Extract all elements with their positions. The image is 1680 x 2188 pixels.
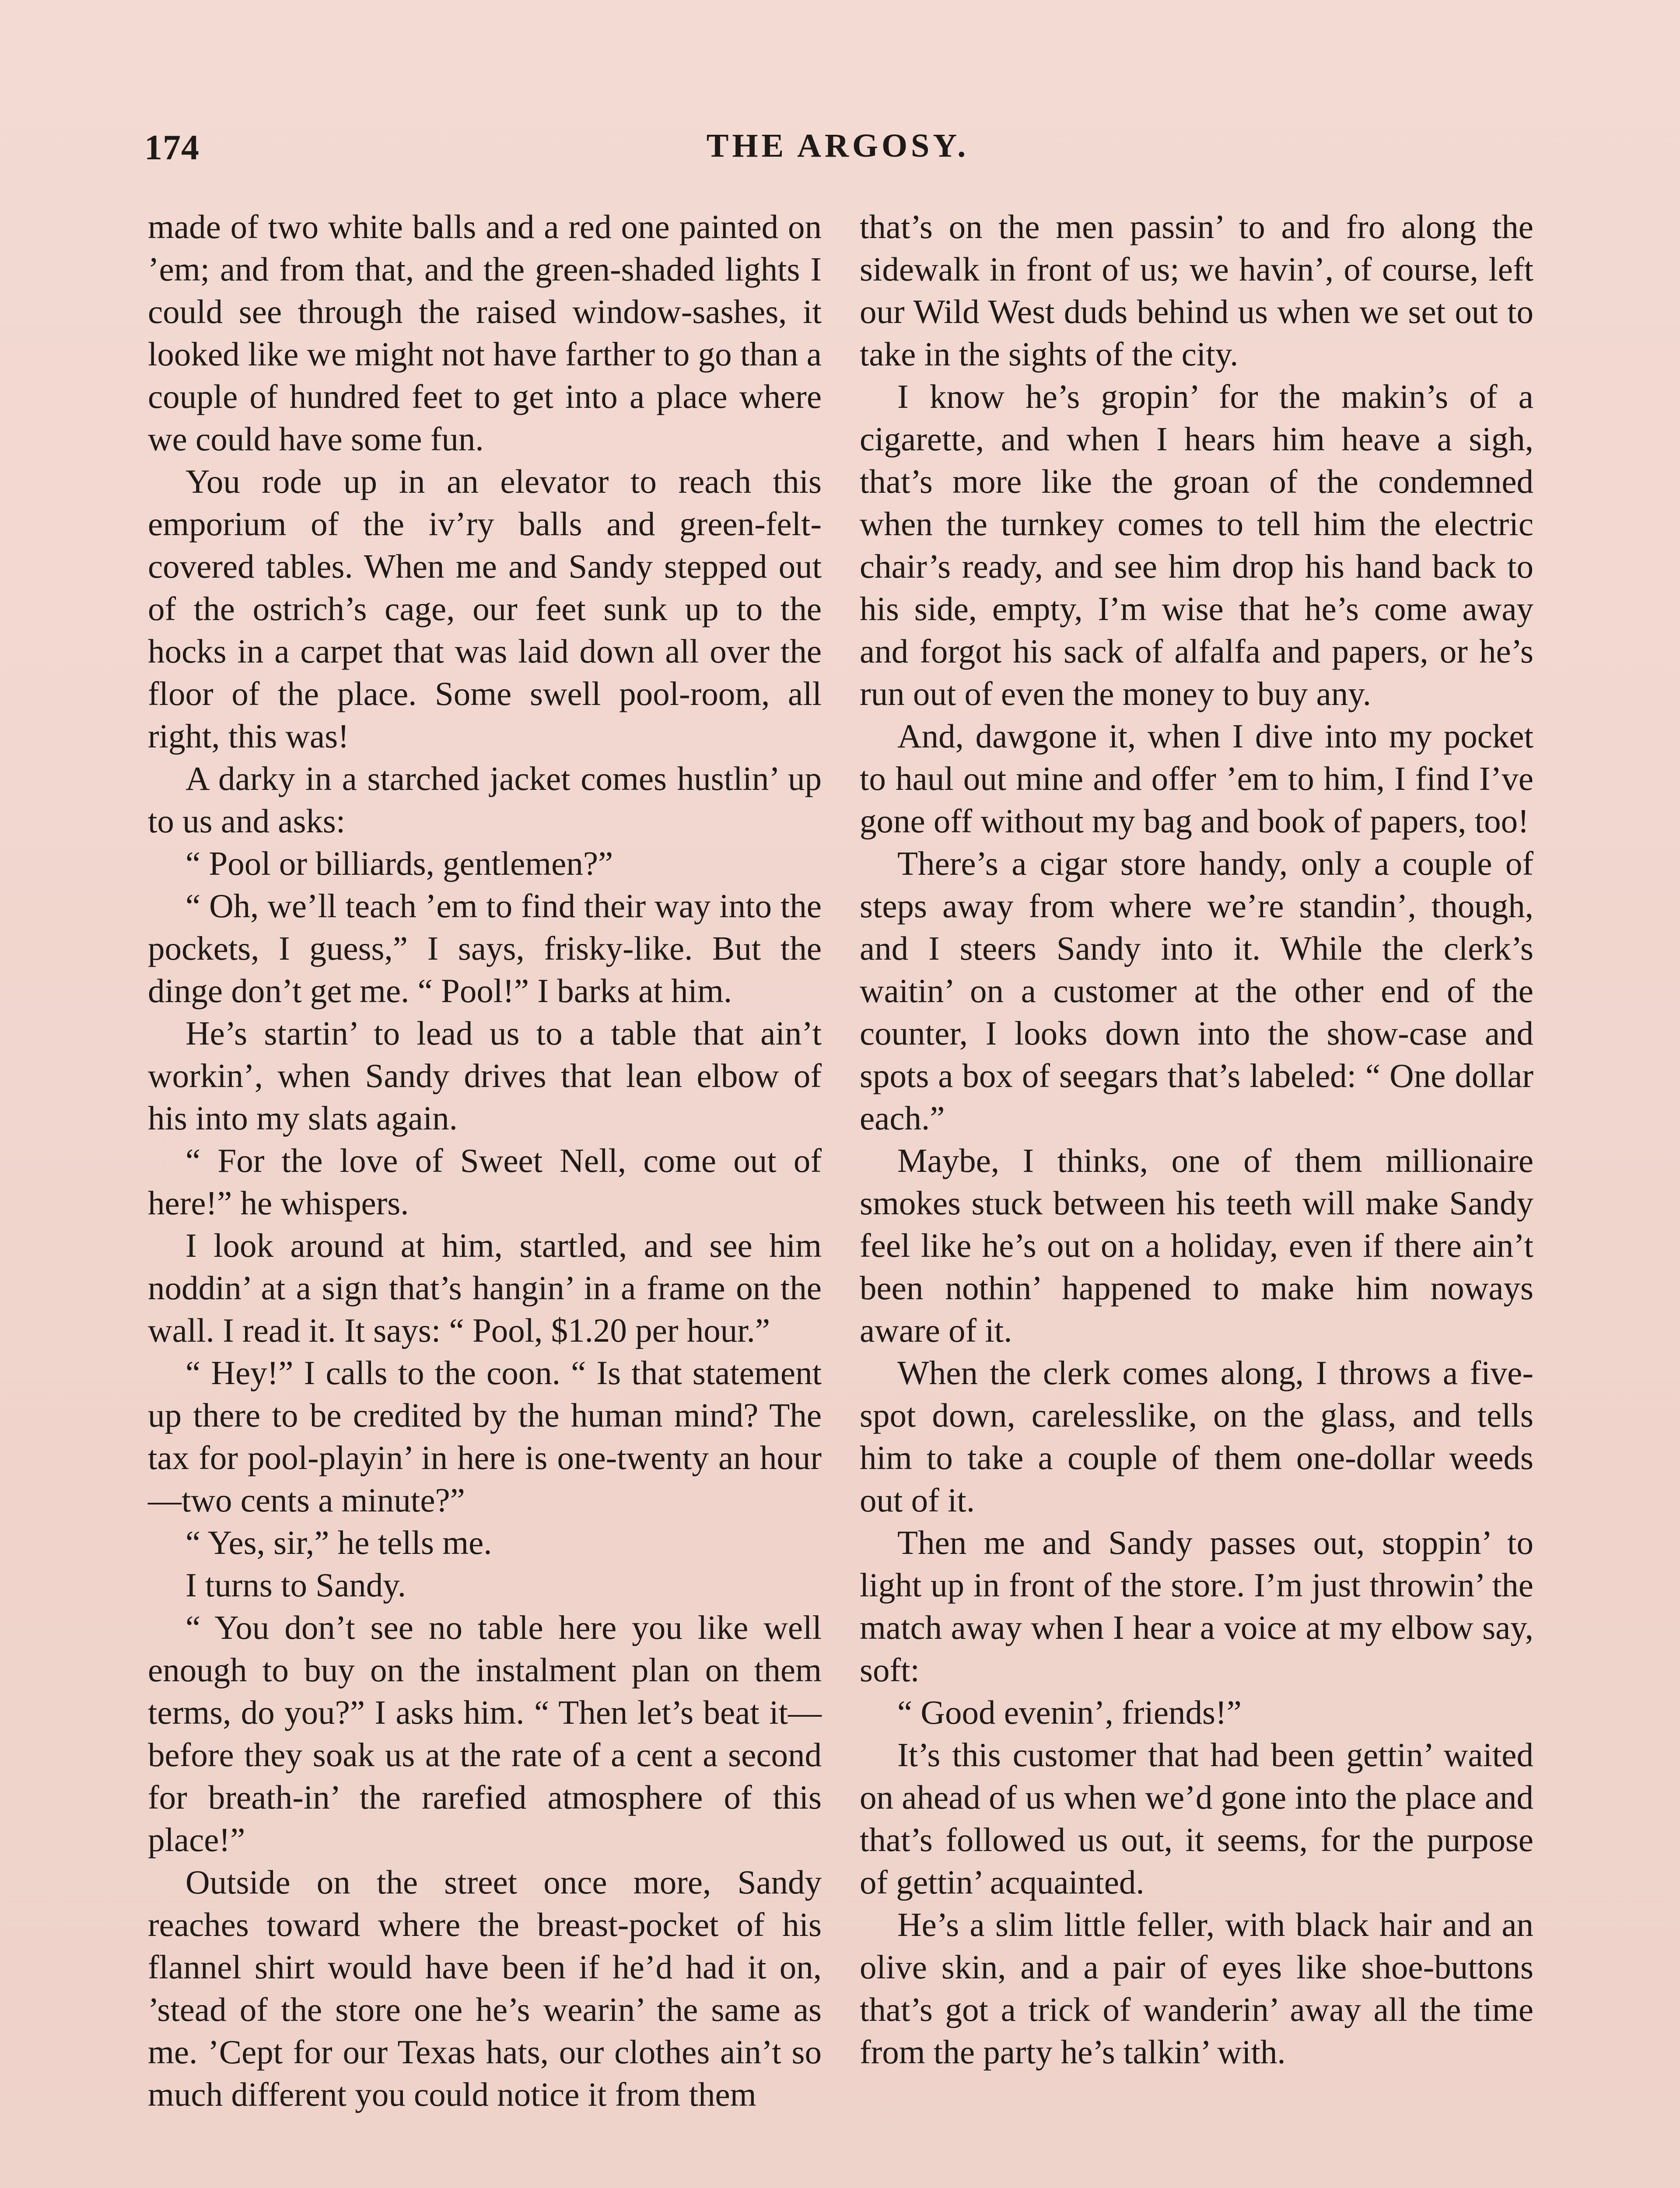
right-column bbox=[860, 206, 1533, 2073]
paragraph: Outside on the street once more, Sandy reaches toward where the breast-pocket of his flannel shirt would have been if he’d had it on, ’stead of the store one he’s wearin’ the same as me. ’Cept for our Texas hats, our clothes ain’t so much different you could notice it from them bbox=[148, 1863, 822, 2113]
paragraph: Then me and Sandy passes out, stoppin’ to light up in front of the store. I’m just throwin’ the match away when I hear a voice at my elbow say, soft: bbox=[860, 1524, 1533, 1689]
paragraph: “ Good evenin’, friends!” bbox=[897, 1694, 1242, 1731]
paragraph: I look around at him, startled, and see him noddin’ at a sign that’s hangin’ in a frame on the wall. I read it. It says: “ Pool, $1.20 per hour.” bbox=[148, 1227, 822, 1349]
paragraph: “ You don’t see no table here you like well enough to buy on the instalment plan on them terms, do you?” I asks him. “ Then let’s beat it—before they soak us at the rate of a cent a second for breath-in’ the rarefied atmosphere of this place!” bbox=[148, 1609, 822, 1858]
paragraph: “ Yes, sir,” he tells me. bbox=[186, 1524, 492, 1561]
paragraph: You rode up in an elevator to reach this emporium of the iv’ry balls and green-felt-covered tables. When me and Sandy stepped out of the ostrich’s cage, our feet sunk up to the hocks in a carpet that was laid down all over the floor of the place. Some swell pool-room, all right, this was! bbox=[148, 463, 822, 755]
page-header bbox=[144, 127, 1531, 188]
left-column bbox=[148, 206, 822, 2116]
paragraph: He’s a slim little feller, with black hair and an olive skin, and a pair of eyes like shoe-buttons that’s got a trick of wanderin’ away all the time from the party he’s talkin’ with. bbox=[860, 1906, 1533, 2071]
paragraph: And, dawgone it, when I dive into my pocket to haul out mine and offer ’em to him, I find I’ve gone off without my bag and book of papers, too! bbox=[860, 717, 1533, 840]
paragraph: that’s on the men passin’ to and fro along the sidewalk in front of us; we havin’, of course, left our Wild West duds behind us when we set out to take in the sights of the city. bbox=[860, 208, 1533, 373]
paragraph: It’s this customer that had been gettin’ waited on ahead of us when we’d gone into the place and that’s followed us out, it seems, for the purpose of gettin’ acquainted. bbox=[860, 1736, 1533, 1901]
paragraph: When the clerk comes along, I throws a five-spot down, carelesslike, on the glass, and tells him to take a couple of them one-dollar weeds out of it. bbox=[860, 1354, 1533, 1519]
paragraph: “ Oh, we’ll teach ’em to find their way into the pockets, I guess,” I says, frisky-like. But the dinge don’t get me. “ Pool!” I barks at him. bbox=[148, 887, 822, 1010]
paragraph: Maybe, I thinks, one of them millionaire smokes stuck between his teeth will make Sandy feel like he’s out on a holiday, even if there ain’t been nothin’ happened to make him noways aware of it. bbox=[860, 1142, 1533, 1349]
page-number: 174 bbox=[144, 127, 200, 167]
paragraph: He’s startin’ to lead us to a table that ain’t workin’, when Sandy drives that lean elbow of his into my slats again. bbox=[148, 1014, 822, 1137]
paragraph: made of two white balls and a red one painted on ’em; and from that, and the green-shaded lights I could see through the raised window-sashes, it looked like we might not have farther to go than a couple of hundred feet to get into a place where we could have some fun. bbox=[148, 208, 822, 458]
running-title: THE ARGOSY. bbox=[706, 127, 970, 164]
paragraph: “ For the love of Sweet Nell, come out of here!” he whispers. bbox=[148, 1142, 822, 1222]
paragraph: A darky in a starched jacket comes hustlin’ up to us and asks: bbox=[148, 760, 822, 840]
paragraph: I know he’s gropin’ for the makin’s of a cigarette, and when I hears him heave a sigh, that’s more like the groan of the condemned when the turnkey comes to tell him the electric chair’s ready, and see him drop his hand back to his side, empty, I’m wise that he’s come away and forgot his sack of alfalfa and papers, or he’s run out of even the money to buy any. bbox=[860, 378, 1533, 712]
paragraph: “ Pool or billiards, gentlemen?” bbox=[186, 845, 613, 882]
paragraph: There’s a cigar store handy, only a couple of steps away from where we’re standin’, though, and I steers Sandy into it. While the clerk’s waitin’ on a customer at the other end of the counter, I looks down into the show-case and spots a box of seegars that’s labeled: “ One dollar each.” bbox=[860, 845, 1533, 1137]
paragraph: “ Hey!” I calls to the coon. “ Is that statement up there to be credited by the human mind? The tax for pool-playin’ in here is one-twenty an hour—two cents a minute?” bbox=[148, 1354, 822, 1519]
paragraph: I turns to Sandy. bbox=[186, 1566, 406, 1604]
